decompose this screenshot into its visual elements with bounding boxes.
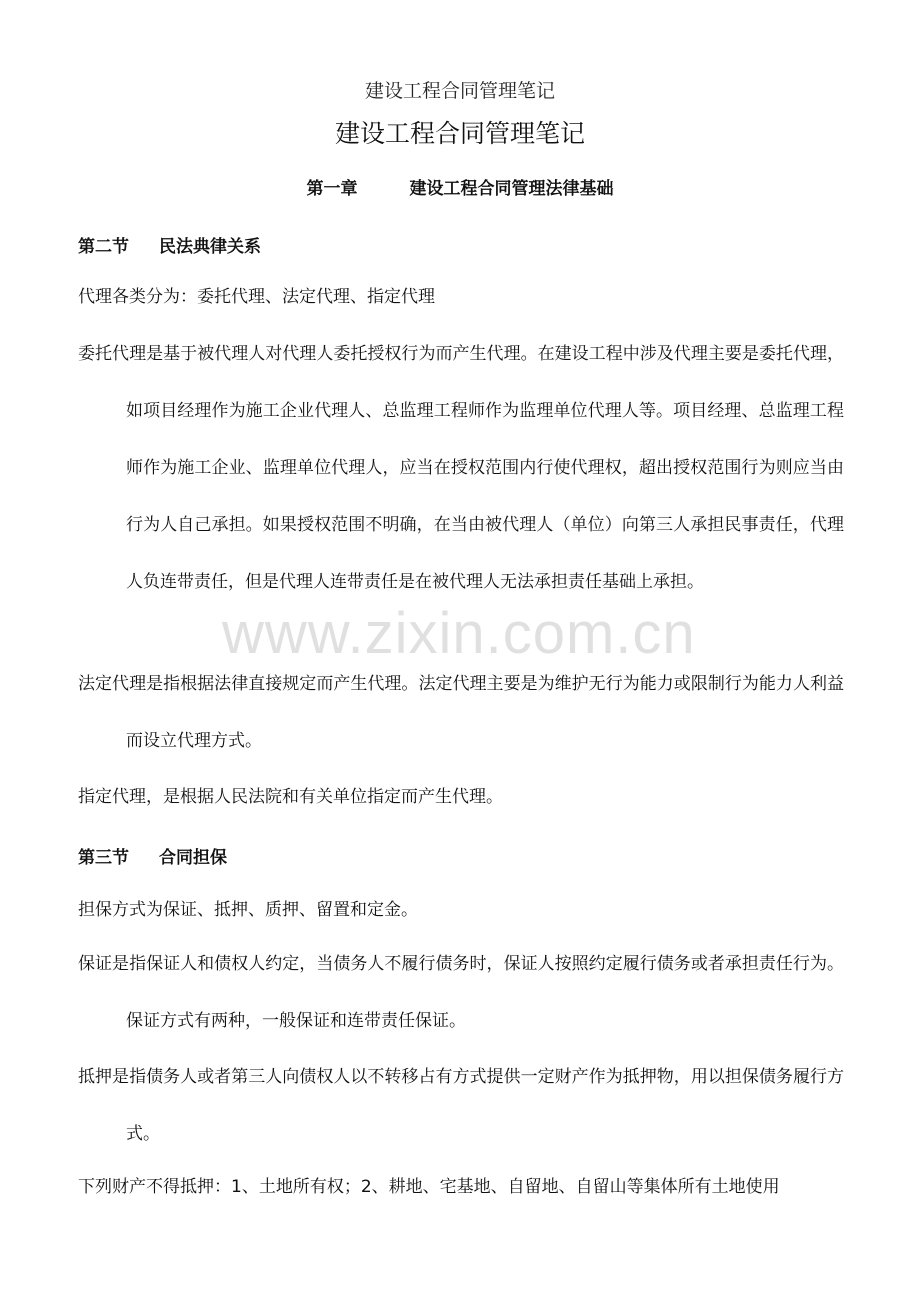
paragraph: 下列财产不得抵押：1、土地所有权；2、耕地、宅基地、自留地、自留山等集体所有土地使用 (78, 1177, 780, 1197)
paragraph: 法定代理是指根据法律直接规定而产生代理。法定代理主要是为维护无行为能力或限制行为能力人利益而设立代理方式。 (78, 674, 844, 751)
watermark: www.zixin.com.cn (222, 601, 696, 666)
chapter-title: 建设工程合同管理法律基础 (409, 179, 614, 199)
chapter-number: 第一章 (306, 179, 358, 199)
paragraph: 代理各类分为：委托代理、法定代理、指定代理 (78, 287, 435, 307)
section-title: 民法典律关系 (159, 237, 261, 257)
section-number: 第二节 (78, 237, 129, 257)
section-number: 第三节 (78, 848, 129, 868)
chapter-heading (0, 174, 920, 199)
section-heading (78, 843, 227, 868)
paragraph: 指定代理，是根据人民法院和有关单位指定而产生代理。 (78, 787, 503, 807)
section-heading (78, 232, 261, 257)
paragraph: 担保方式为保证、抵押、质押、留置和定金。 (78, 900, 418, 920)
document-title: 建设工程合同管理笔记 (334, 119, 585, 148)
paragraph: 抵押是指债务人或者第三人向债权人以不转移占有方式提供一定财产作为抵押物，用以担保债务履行方式。 (78, 1067, 844, 1144)
paragraph: 保证是指保证人和债权人约定，当债务人不履行债务时，保证人按照约定履行债务或者承担责任行为。保证方式有两种，一般保证和连带责任保证。 (78, 954, 844, 1031)
page-header-title: 建设工程合同管理笔记 (364, 80, 555, 102)
section-title: 合同担保 (159, 848, 227, 868)
paragraph: 委托代理是基于被代理人对代理人委托授权行为而产生代理。在建设工程中涉及代理主要是委托代理，如项目经理作为施工企业代理人、总监理工程师作为监理单位代理人等。项目经理、总监理工程师作为施工企业、监理单位代理人，应当在授权范围内行使代理权，超出授权范围行为则应当由行为人自己承担。如果授权范围不明确，在当由被代理人（单位）向第三人承担民事责任，代理人负连带责任，但是代理人连带责任是在被代理人无法承担责任基础上承担。 (78, 344, 844, 592)
